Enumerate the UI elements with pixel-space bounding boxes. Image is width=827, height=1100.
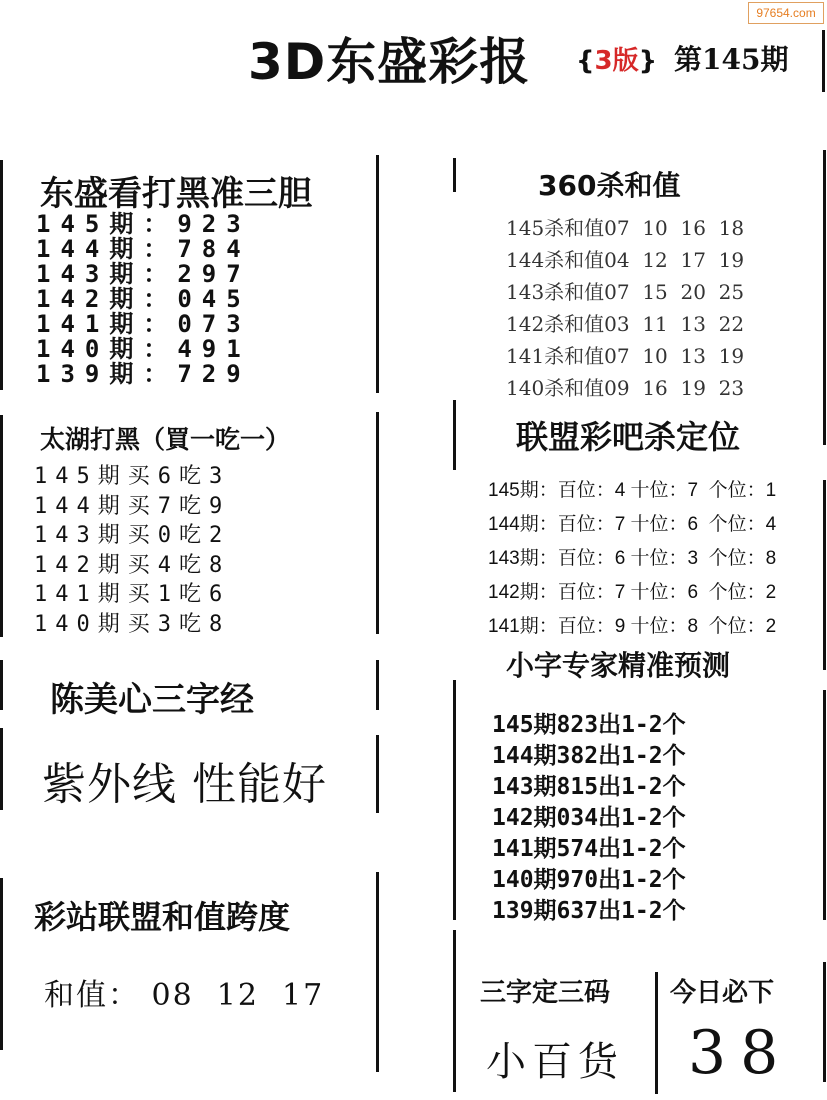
left-divider-1 (376, 155, 379, 393)
xiaozi-row: 139期637出1-2个 (492, 898, 686, 924)
left-border-4 (0, 728, 3, 810)
lianmeng-row: 145期：百位：4 十位：7 个位：1 (488, 480, 777, 501)
left-divider-4 (376, 735, 379, 813)
lianmeng-list (488, 474, 776, 644)
issue-number: 第145期 (674, 43, 789, 76)
caizhan-line: 和值： 08 12 17 (44, 978, 325, 1013)
lianmeng-row: 141期：百位：9 十位：8 个位：2 (488, 616, 777, 637)
left-border-2 (0, 415, 3, 637)
right-border-1 (453, 158, 456, 192)
dongsheng-row: 145期：923 (36, 210, 251, 238)
taihu-row: 143期买0吃2 (34, 523, 231, 548)
kill360-row: 143杀和值07 15 20 25 (506, 280, 745, 304)
kill360-row: 141杀和值07 10 13 19 (506, 344, 745, 368)
kill360-row: 142杀和值03 11 13 22 (506, 312, 745, 336)
kill360-list (506, 212, 744, 404)
dongsheng-row: 141期：073 (36, 310, 251, 338)
taihu-list (34, 462, 230, 639)
right-border-5 (453, 970, 456, 1092)
kill360-row: 145杀和值07 10 16 18 (506, 216, 745, 240)
xiaozi-row: 141期574出1-2个 (492, 836, 686, 862)
taihu-row: 142期买4吃8 (34, 552, 231, 578)
kill360-row: 140杀和值09 16 19 23 (506, 376, 745, 400)
dongsheng-row: 140期：491 (36, 335, 251, 363)
left-border-1 (0, 160, 3, 390)
edition-brace-close: } (638, 46, 658, 76)
caizhan-title: 彩站联盟和值跨度 (34, 898, 291, 936)
dongsheng-row: 142期：045 (36, 285, 251, 313)
dongsheng-row: 144期：784 (36, 235, 251, 263)
xiaozi-row: 145期823出1-2个 (492, 712, 686, 738)
left-border-5 (0, 878, 3, 1050)
bottom-box-divider (655, 972, 658, 1094)
newspaper-title: 3D东盛彩报 (248, 33, 531, 91)
taihu-row: 144期买7吃9 (34, 493, 231, 519)
lianmeng-row: 144期：百位：7 十位：6 个位：4 (488, 514, 777, 535)
edition-brace-open: { (576, 46, 595, 76)
right-border-2 (453, 400, 456, 470)
lianmeng-row: 142期：百位：7 十位：6 个位：2 (488, 582, 777, 603)
taihu-row: 145期买6吃3 (34, 464, 231, 489)
edition-text: 3版 (594, 46, 639, 76)
watermark: 97654.com (748, 2, 824, 24)
xiaozi-row: 143期815出1-2个 (492, 774, 686, 800)
taihu-title: 太湖打黑（買一吃一） (40, 425, 291, 454)
dongsheng-row: 143期：297 (36, 260, 251, 288)
xiaozi-title: 小字专家精准预测 (506, 649, 731, 682)
chenmeixin-title: 陈美心三字经 (50, 680, 254, 720)
right-edge-3 (823, 690, 826, 920)
xiaozi-row: 142期034出1-2个 (492, 805, 686, 831)
today-value: 38 (688, 1018, 793, 1088)
xiaozi-row: 140期970出1-2个 (492, 867, 686, 893)
today-title: 今日必下 (670, 978, 775, 1008)
right-edge-4 (823, 962, 826, 1082)
sanzi-value: 小百货 (486, 1039, 624, 1085)
left-divider-3 (376, 660, 379, 710)
xiaozi-row: 144期382出1-2个 (492, 743, 686, 769)
right-edge-1 (823, 150, 826, 445)
xiaozi-list (492, 710, 686, 927)
kill360-row: 144杀和值04 12 17 19 (506, 248, 745, 272)
taihu-row: 140期买3吃8 (34, 611, 231, 637)
left-divider-2 (376, 412, 379, 634)
taihu-row: 141期买1吃6 (34, 582, 231, 607)
dongsheng-row: 139期：729 (36, 360, 251, 388)
lianmeng-title: 联盟彩吧杀定位 (516, 418, 741, 456)
edition-label (576, 40, 657, 77)
sanzi-title: 三字定三码 (480, 978, 611, 1008)
header-divider (822, 30, 825, 92)
left-divider-5 (376, 872, 379, 1072)
right-border-3 (453, 680, 456, 920)
dongsheng-title: 东盛看打黑准三胆 (40, 174, 312, 214)
kill360-title: 360杀和值 (538, 169, 681, 202)
chenmeixin-phrase: 紫外线 性能好 (42, 759, 327, 810)
left-border-3 (0, 660, 3, 710)
lianmeng-row: 143期：百位：6 十位：3 个位：8 (488, 548, 777, 569)
dongsheng-list (36, 212, 251, 387)
right-edge-2 (823, 480, 826, 670)
